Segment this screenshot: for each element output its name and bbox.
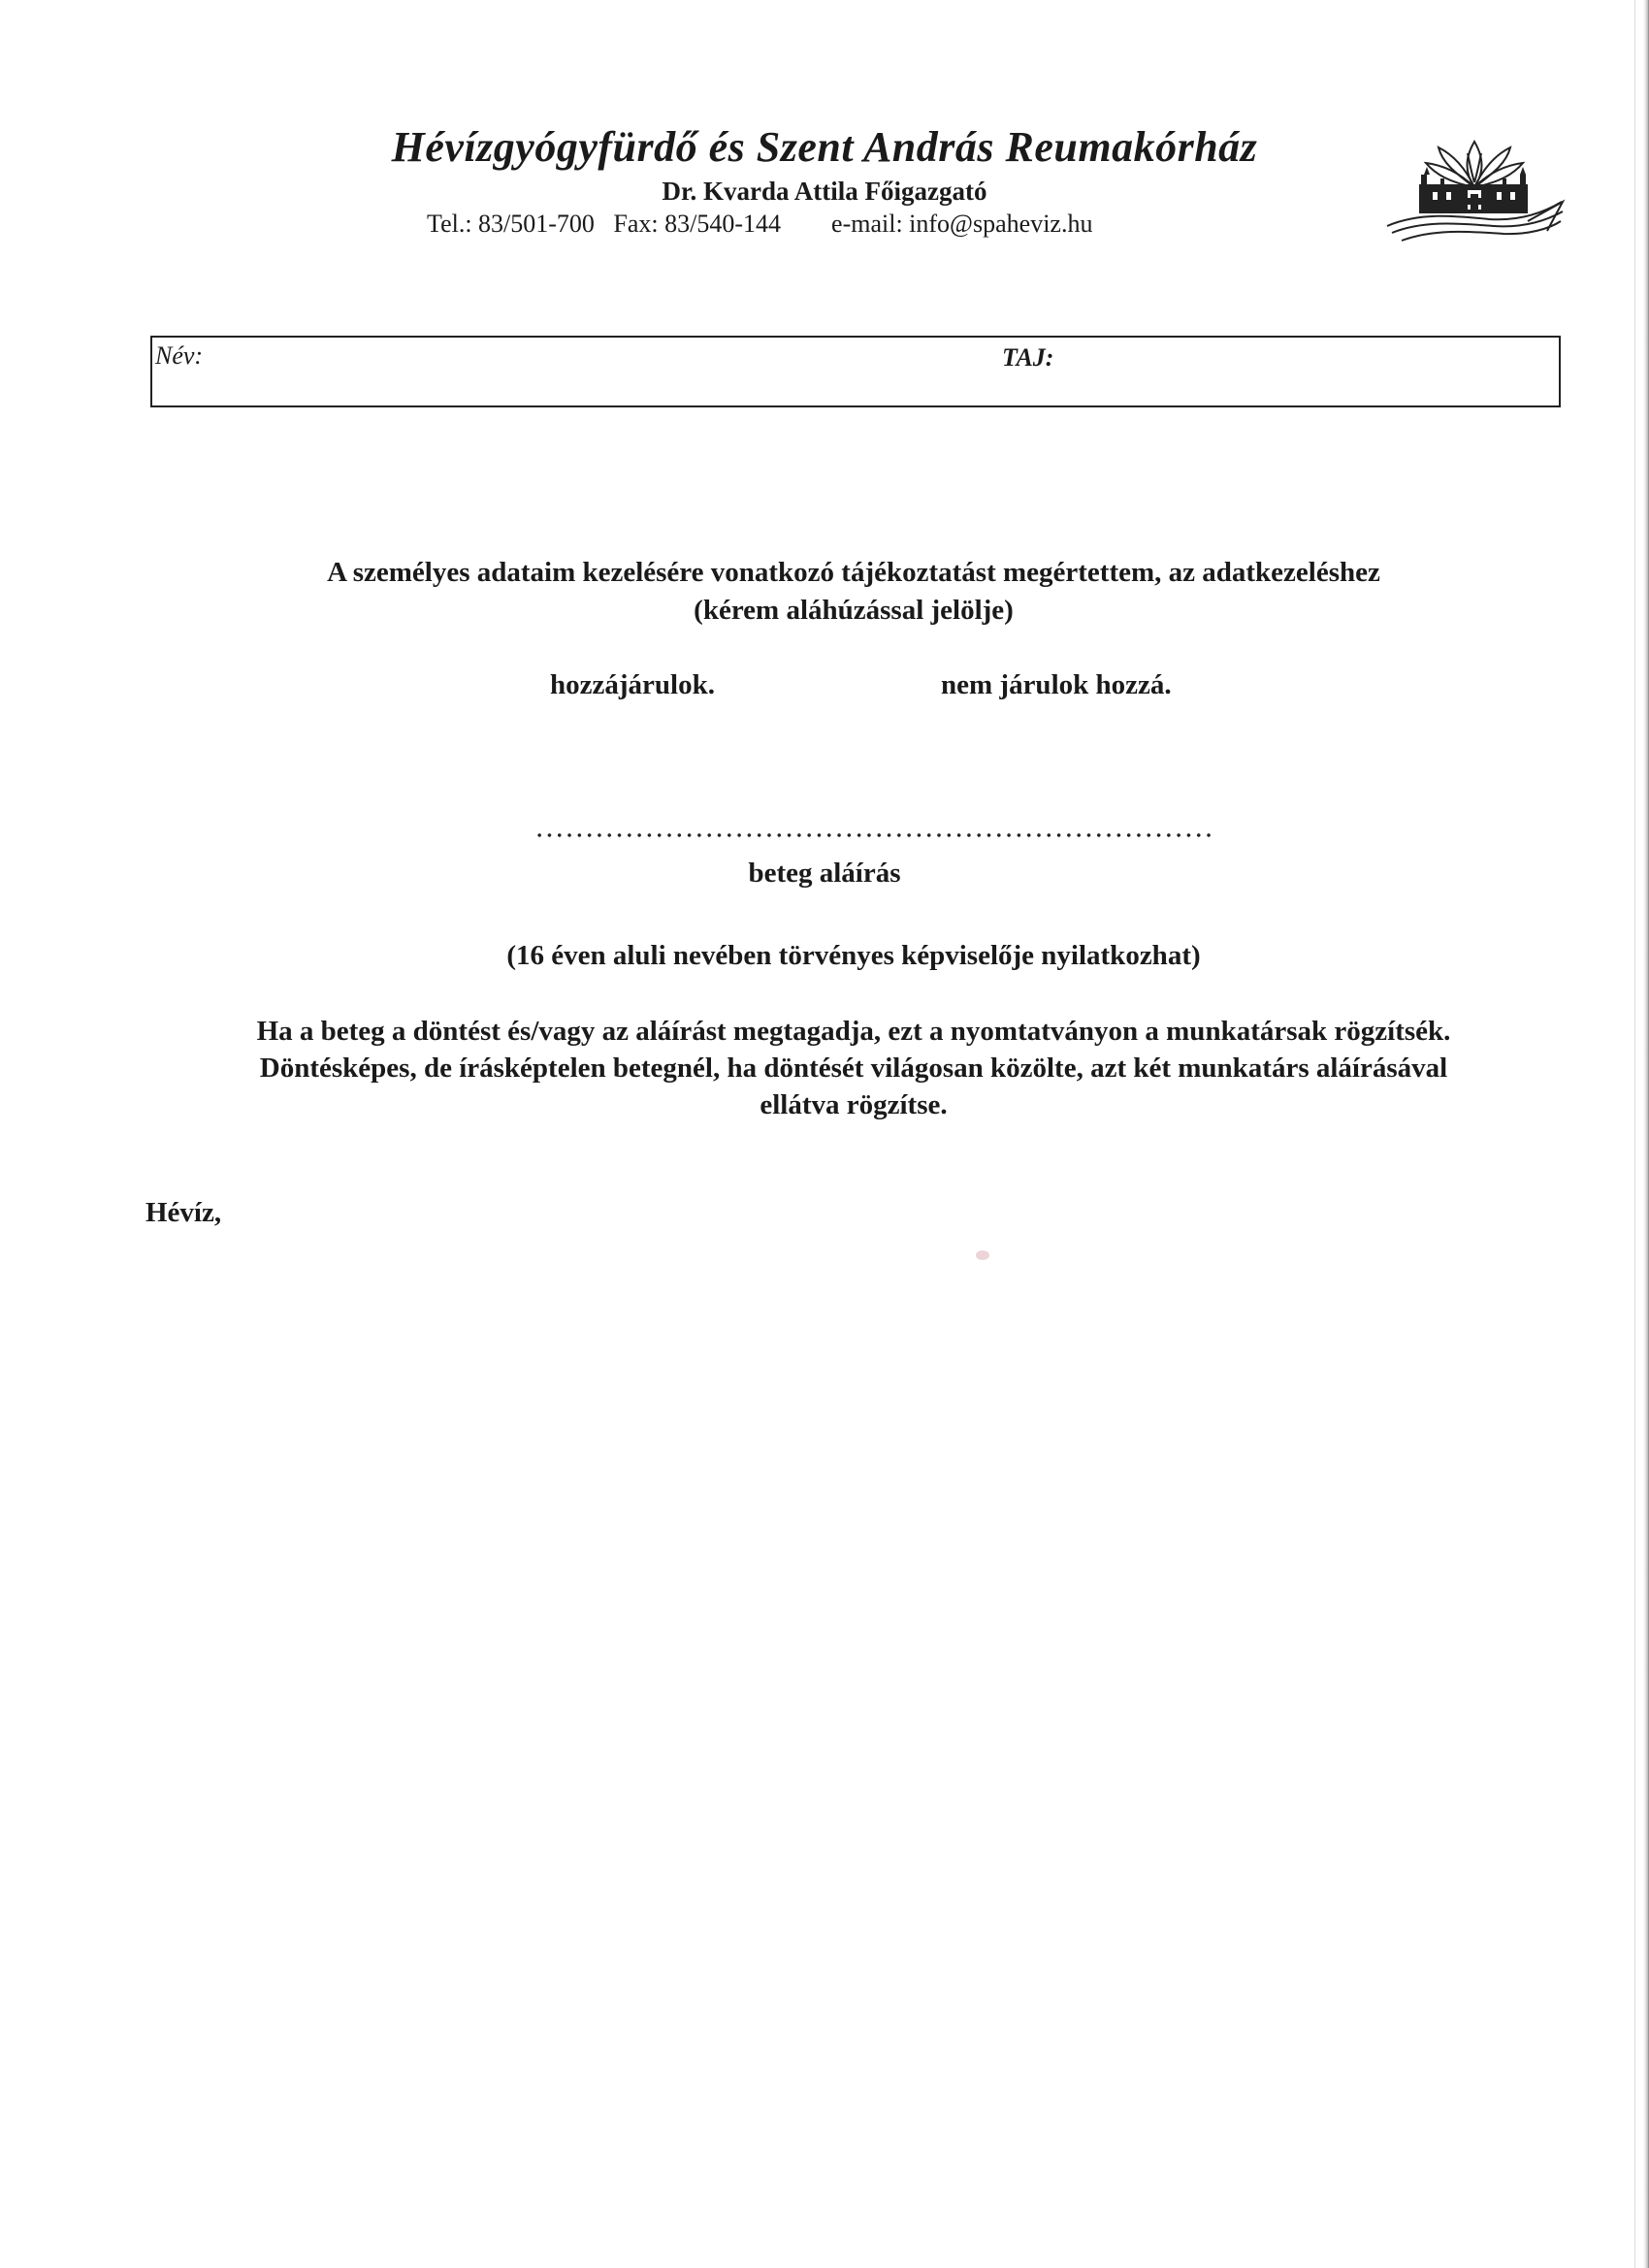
director-line: Dr. Kvarda Attila Főigazgató [662,177,987,206]
scan-speck [976,1250,989,1260]
contact-line: Tel.: 83/501-700 Fax: 83/540-144 e-mail: info@spaheviz.hu [427,210,1093,238]
institution-title: Hévízgyógyfürdő és Szent András Reumakórház [391,123,1258,171]
consent-statement: A személyes adataim kezelésére vonatkozó tájékoztatást megértettem, az adatkezeléshez [327,557,1380,588]
refusal-note-line1: Ha a beteg a döntést és/vagy az aláírást megtagadja, ezt a nyomtatványon a munkatársak rögzítsék. [256,1016,1451,1047]
signature-line[interactable] [534,832,1213,838]
refusal-note-line3: ellátva rögzítse. [760,1089,948,1120]
name-label: Név: [155,341,204,370]
patient-id-box [150,336,1561,407]
option-consent[interactable]: hozzájárulok. [550,669,715,700]
scan-edge-shadow [1643,0,1649,2268]
refusal-note-line2: Döntésképes, de írásképtelen betegnél, ha döntését világosan közölte, azt két munkatárs aláírásával [259,1053,1448,1084]
option-decline[interactable]: nem járulok hozzá. [941,669,1172,700]
minor-note: (16 éven aluli nevében törvényes képviselője nyilatkozhat) [506,940,1201,971]
scan-edge-line [1634,0,1635,2268]
signature-label: beteg aláírás [748,858,901,889]
taj-label: TAJ: [1002,343,1054,372]
consent-instruction: (kérem aláhúzással jelölje) [694,595,1014,626]
hospital-logo-icon [1382,134,1567,250]
place-label: Hévíz, [146,1197,222,1228]
